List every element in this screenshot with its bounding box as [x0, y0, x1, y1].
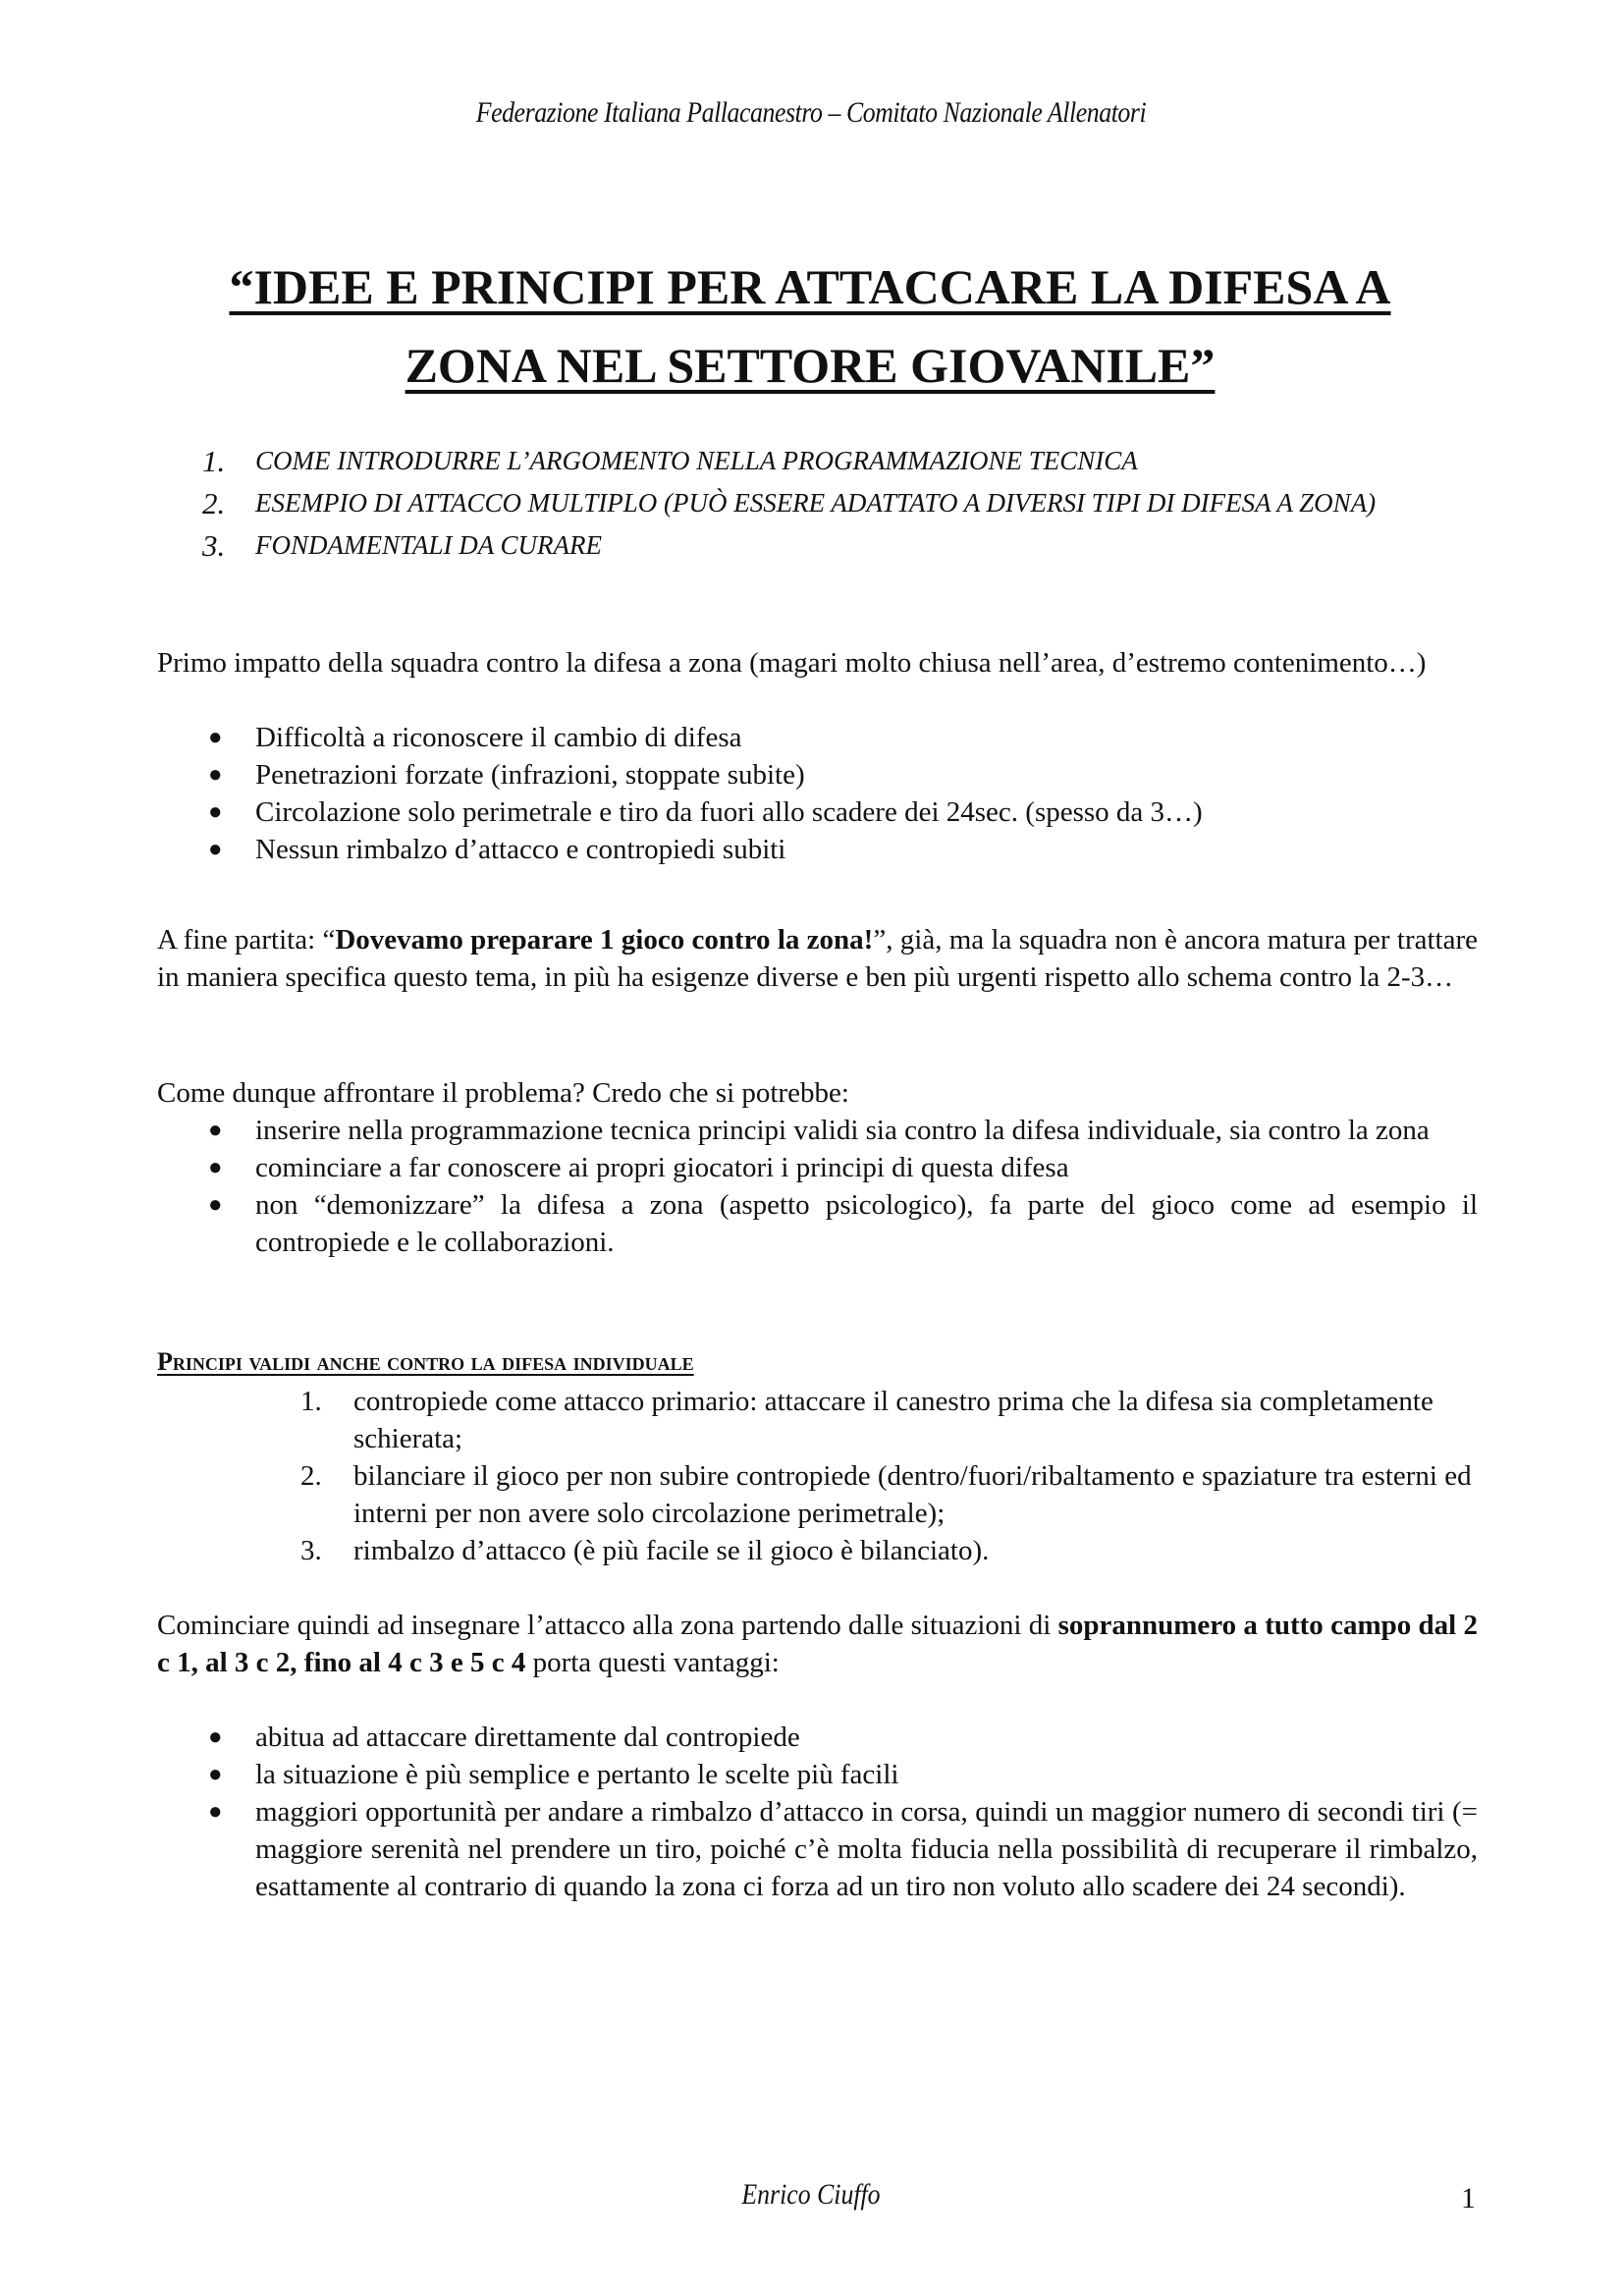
principles-list [300, 1383, 1479, 1569]
list-item: ● maggiori opportunità per andare a rimbalzo d’attacco in corsa, quindi un maggior numero di secondi tiri (= maggiore serenità nel prendere un tiro, poiché c’è molta fiducia nella possibilità di recuperare il rimbalzo, esattamente al contrario di quando la zona ci forza ad un tiro non voluto allo scadere dei 24 secondi). [208, 1793, 1478, 1905]
bullet-icon: ● [208, 1118, 223, 1143]
toc-item-text: COME INTRODURRE L’ARGOMENTO NELLA PROGRAMMAZIONE TECNICA [255, 446, 1138, 475]
bullet-icon: ● [208, 762, 223, 788]
bullet-icon: ● [208, 1192, 223, 1218]
bullet-icon: ● [208, 1155, 223, 1180]
footer-author: Enrico Ciuffo [741, 2178, 881, 2211]
title-line-2: ZONA NEL SETTORE GIOVANILE” [405, 338, 1216, 393]
list-item: 3. rimbalzo d’attacco (è più facile se il gioco è bilanciato). [300, 1532, 1479, 1569]
document-title [147, 247, 1473, 405]
list-item: ● Circolazione solo perimetrale e tiro da fuori allo scadere dei 24sec. (spesso da 3…) [208, 793, 1478, 831]
title-line-1: “IDEE E PRINCIPI PER ATTACCARE LA DIFESA A [229, 259, 1391, 314]
item-number: 1. [300, 1386, 322, 1417]
bullet-icon: ● [208, 1799, 223, 1825]
intro-bullet-list [208, 719, 1478, 868]
page-number: 1 [1461, 2182, 1476, 2214]
quote-bold: Dovevamo preparare 1 gioco contro la zona! [335, 924, 874, 956]
bullet-icon: ● [208, 1762, 223, 1787]
toc-item [202, 440, 1479, 482]
toc-item-number: 1. [202, 444, 226, 478]
item-number: 2. [300, 1460, 322, 1492]
approach-bullet-list [208, 1112, 1478, 1261]
teaching-paragraph: Cominciare quindi ad insegnare l’attacco alla zona partendo dalle situazioni di soprannumero a tutto campo dal 2 c 1, al 3 c 2, fino al 4 c 3 e 5 c 4 porta questi vantaggi: [157, 1610, 1478, 1678]
end-game-paragraph: A fine partita: “Dovevamo preparare 1 gioco contro la zona!”, già, ma la squadra non è ancora matura per trattare in maniera specifica questo tema, in più ha esigenze diverse e ben più urgenti rispetto allo schema contro la 2-3… [157, 924, 1478, 993]
toc-item-text: ESEMPIO DI ATTACCO MULTIPLO (PUÒ ESSERE ADATTATO A DIVERSI TIPI DI DIFESA A ZONA) [255, 488, 1377, 518]
bullet-icon: ● [208, 837, 223, 862]
toc-item-number: 3. [202, 528, 226, 563]
bullet-icon: ● [208, 725, 223, 750]
teaching-bullet-list [208, 1719, 1478, 1905]
list-item: ● non “demonizzare” la difesa a zona (aspetto psicologico), fa parte del gioco come ad esempio il contropiede e le collaborazioni. [208, 1186, 1478, 1261]
toc-item-number: 2. [202, 486, 226, 520]
bullet-icon: ● [208, 1724, 223, 1750]
toc-item [202, 524, 1479, 567]
toc-item [202, 482, 1479, 524]
list-item: ● Penetrazioni forzate (infrazioni, stoppate subite) [208, 756, 1478, 793]
teaching-bold: soprannumero a tutto campo dal 2 c 1, al 3 c 2, fino al 4 c 3 e 5 c 4 [157, 1610, 1478, 1678]
list-item: 2. bilanciare il gioco per non subire contropiede (dentro/fuori/ribaltamento e spaziature tra esterni ed interni per non avere solo circolazione perimetrale); [300, 1457, 1479, 1532]
list-item: ● Difficoltà a riconoscere il cambio di difesa [208, 719, 1478, 756]
approach-paragraph: Come dunque affrontare il problema? Credo che si potrebbe: [157, 1077, 849, 1109]
list-item: ● Nessun rimbalzo d’attacco e contropiedi subiti [208, 831, 1478, 868]
intro-paragraph: Primo impatto della squadra contro la difesa a zona (magari molto chiusa nell’area, d’estremo contenimento…) [157, 647, 1427, 679]
list-item: ● cominciare a far conoscere ai propri giocatori i principi di questa difesa [208, 1149, 1478, 1186]
list-item: ● inserire nella programmazione tecnica principi validi sia contro la difesa individuale, sia contro la zona [208, 1112, 1478, 1149]
item-number: 3. [300, 1535, 322, 1566]
section-heading: Principi validi anche contro la difesa individuale [157, 1347, 694, 1376]
list-item: 1. contropiede come attacco primario: attaccare il canestro prima che la difesa sia completamente schierata; [300, 1383, 1479, 1457]
page-header: Federazione Italiana Pallacanestro – Comitato Nazionale Allenatori [475, 96, 1147, 129]
list-item: ● abitua ad attaccare direttamente dal contropiede [208, 1719, 1478, 1756]
bullet-icon: ● [208, 799, 223, 825]
table-of-contents [202, 440, 1479, 567]
list-item: ● la situazione è più semplice e pertanto le scelte più facili [208, 1756, 1478, 1793]
toc-item-text: FONDAMENTALI DA CURARE [255, 530, 602, 560]
